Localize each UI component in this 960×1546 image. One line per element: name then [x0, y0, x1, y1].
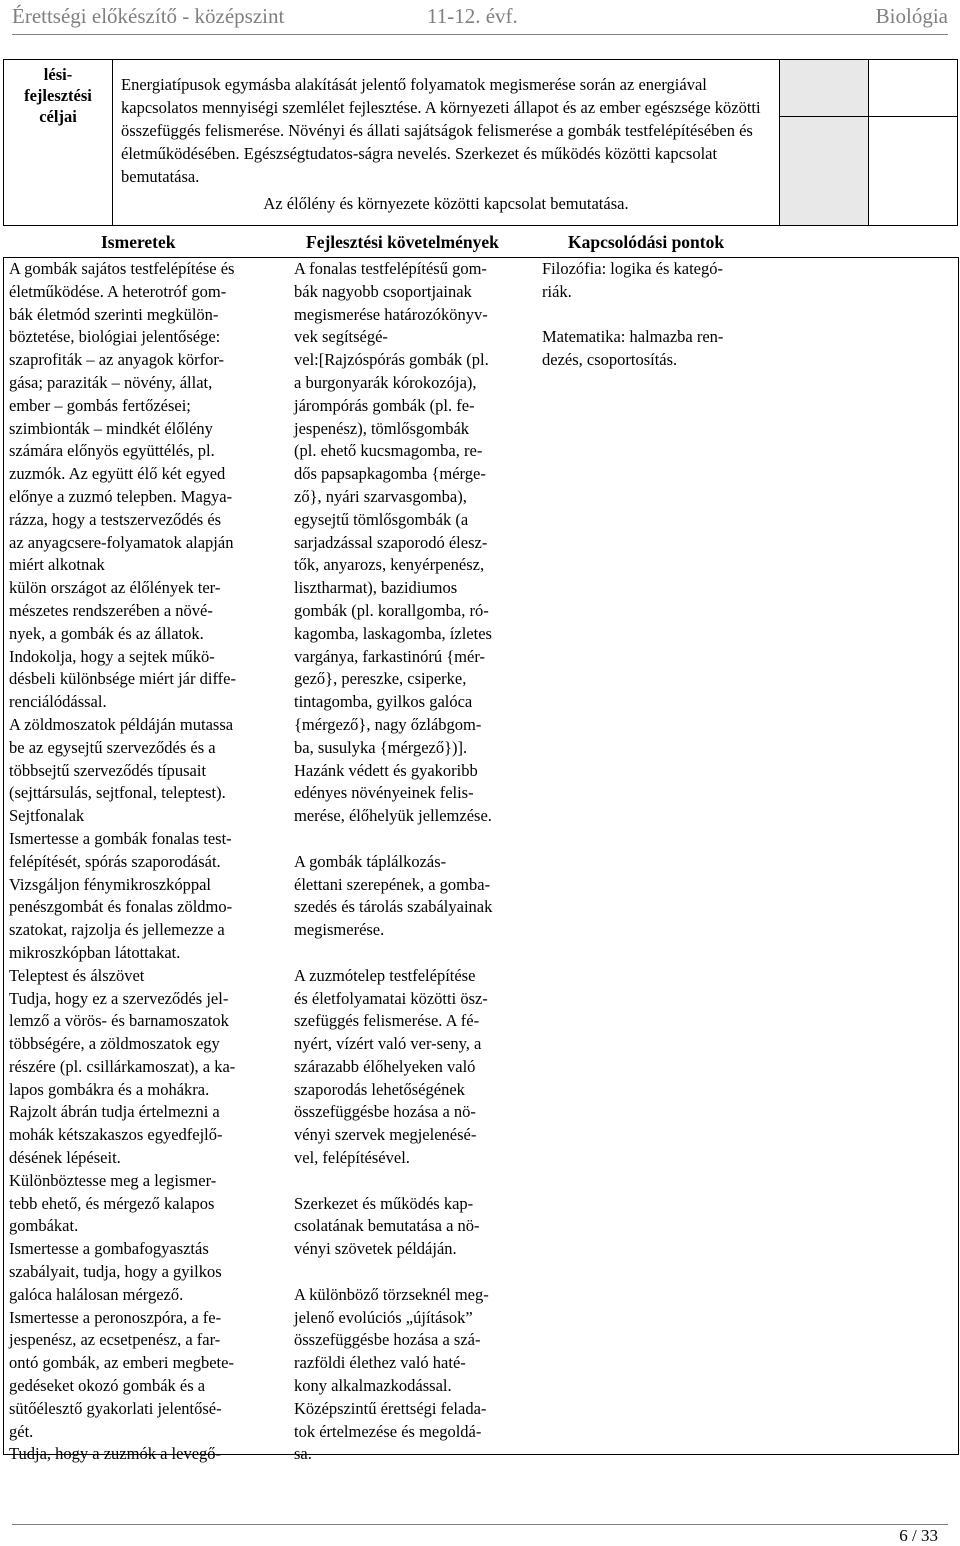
page-header — [12, 4, 948, 34]
grid-cell — [780, 60, 869, 117]
footer-divider — [12, 1524, 948, 1525]
column-header-fejlesztesi: Fejlesztési követelmények — [306, 232, 499, 252]
goals-text: Energiatípusok egymásba alakítását jelentő folyamatok megismerése során az energiával kapcsolatos mennyiségi szemlélet fejlesztése. A környezeti állapot és az ember egészsége közötti összefüggés felismerése. Növényi és állati sajátságok felismerése a gombák testfelépítésében és életműködésében. Egészségtudatos-ságra nevelés. Szerkezet és működés közötti kapcsolat bemutatása. — [121, 75, 761, 186]
goals-label-cell — [4, 60, 113, 226]
column-fejlesztesi-text: A fonalas testfelépítésű gom- bák nagyobb csoportjainak megismerése határozókönyv- vek segítségé- vel:[Rajzóspórás gombák (pl. a burgonyarák kórokozója), járompórás gombák (pl. fe- jespenész), tömlősgombák (pl. ehető kucsmagomba, re- dős papsapkagomba {mérge- ző}, nyári szarvasgomba), egysejtű tömlősgombák (a sarjadzással szaporodó élesz- tők, anyarozs, kenyérpenész, lisztharmat), bazidiumos gombák (pl. korallgomba, ró- kagomba, laskagomba, ízletes vargánya, farkastinórú {mér- gező}, pereszke, csiperke, tintagomba, gyilkos galóca {mérgező}, nagy őzlábgom- ba, susulyka {mérgező})]. Hazánk védett és gyakoribb edényes növényeinek felis- merése, élőhelyük jellemzése. A gombák táplálkozás- élettani szerepének, a gomba- szedés és tárolás szabályainak megismerése. A zuzmótelep testfelépítése és életfolyamatai közötti ösz- szefüggés felismerése. A fé- nyért, vízért való ver-seny, a szárazabb élőhelyeken való szaporodás lehetőségének összefüggésbe hozása a nö- vényi szervek megjelenésé- vel, felépítésével. Szerkezet és működés kap- csolatának bemutatása a nö- vényi szövetek példáján. A különböző törzseknél meg- jelenő evolúciós „újítások” összefüggésbe hozása a szá- razföldi élethez való haté- kony alkalmazkodással. Középszintű érettségi felada- tok értelmezése és megoldá- sa. — [294, 259, 493, 1464]
header-subject: Biológia — [875, 4, 948, 28]
grid-cell — [869, 60, 958, 117]
header-divider — [12, 34, 948, 35]
header-grade: 11-12. évf. — [427, 4, 518, 28]
content-table — [3, 257, 959, 1464]
goals-text-cell — [113, 60, 780, 226]
column-header-ismeretek: Ismeretek — [101, 232, 176, 252]
goals-label: lési- fejlesztési céljai — [24, 65, 92, 126]
grid-cell — [780, 117, 869, 226]
column-header-kapcsolodasi: Kapcsolódási pontok — [568, 232, 725, 252]
page-number: 6 / 33 — [899, 1526, 938, 1545]
column-kapcsolodasi-text: Filozófia: logika és kategó- riák. Matematika: halmazba ren- dezés, csoportosítás. — [542, 259, 724, 370]
column-ismeretek-text: A gombák sajátos testfelépítése és életműködése. A heterotróf gom- bák életmód szerinti megkülön- böztetése, biológiai jelentősége: szaprofiták – az anyagok körfor- gása; paraziták – növény, állat, ember – gombás fertőzései; szimbionták – mindkét élőlény számára előnyös együttélés, pl. zuzmók. Az együtt élő két egyed előnye a zuzmó telepben. Magya- rázza, hogy a testszerveződés és az anyagcsere-folyamatok alapján miért alkotnak külön országot az élőlények ter- mészetes rendszerében a növé- nyek, a gombák és az állatok. Indokolja, hogy a sejtek műkö- désbeli különbsége miért jár diffe- renciálódással. A zöldmoszatok példáján mutassa be az egysejtű szerveződés és a többsejtű szerveződés típusait (sejttársulás, sejtfonal, teleptest). Sejtfonalak Ismertesse a gombák fonalas test- felépítését, spórás szaporodását. Vizsgáljon fénymikroszkóppal penészgombát és fonalas zöldmo- szatokat, rajzolja és jellemezze a mikroszkópban látottakat. Teleptest és álszövet Tudja, hogy ez a szerveződés jel- lemző a vörös- és barnamoszatok többségére, a zöldmoszatok egy részére (pl. csillárkamoszat), a ka- lapos gombákra és a mohákra. Rajzolt ábrán tudja értelmezni a mohák kétszakaszos egyedfejlő- désének lépéseit. Különböztesse meg a legismer- tebb ehető, és mérgező kalapos gombákat. Ismertesse a gombafogyasztás szabályait, tudja, hogy a gyilkos galóca halálosan mérgező. Ismertesse a peronoszpóra, a fe- jespenész, az ecsetpenész, a far- ontó gombák, az emberi megbete- gedéseket okozó gombák és a sütőélesztő gyakorlati jelentősé- gét. Tudja, hogy a zuzmók a levegő- — [9, 259, 236, 1464]
column-headers — [3, 229, 953, 257]
header-course-title: Érettségi előkészítő - középszint — [12, 4, 285, 28]
grid-cell — [869, 117, 958, 226]
goals-text-centered: Az élőlény és környezete közötti kapcsolat bemutatása. — [263, 194, 629, 213]
goals-table — [3, 59, 958, 226]
